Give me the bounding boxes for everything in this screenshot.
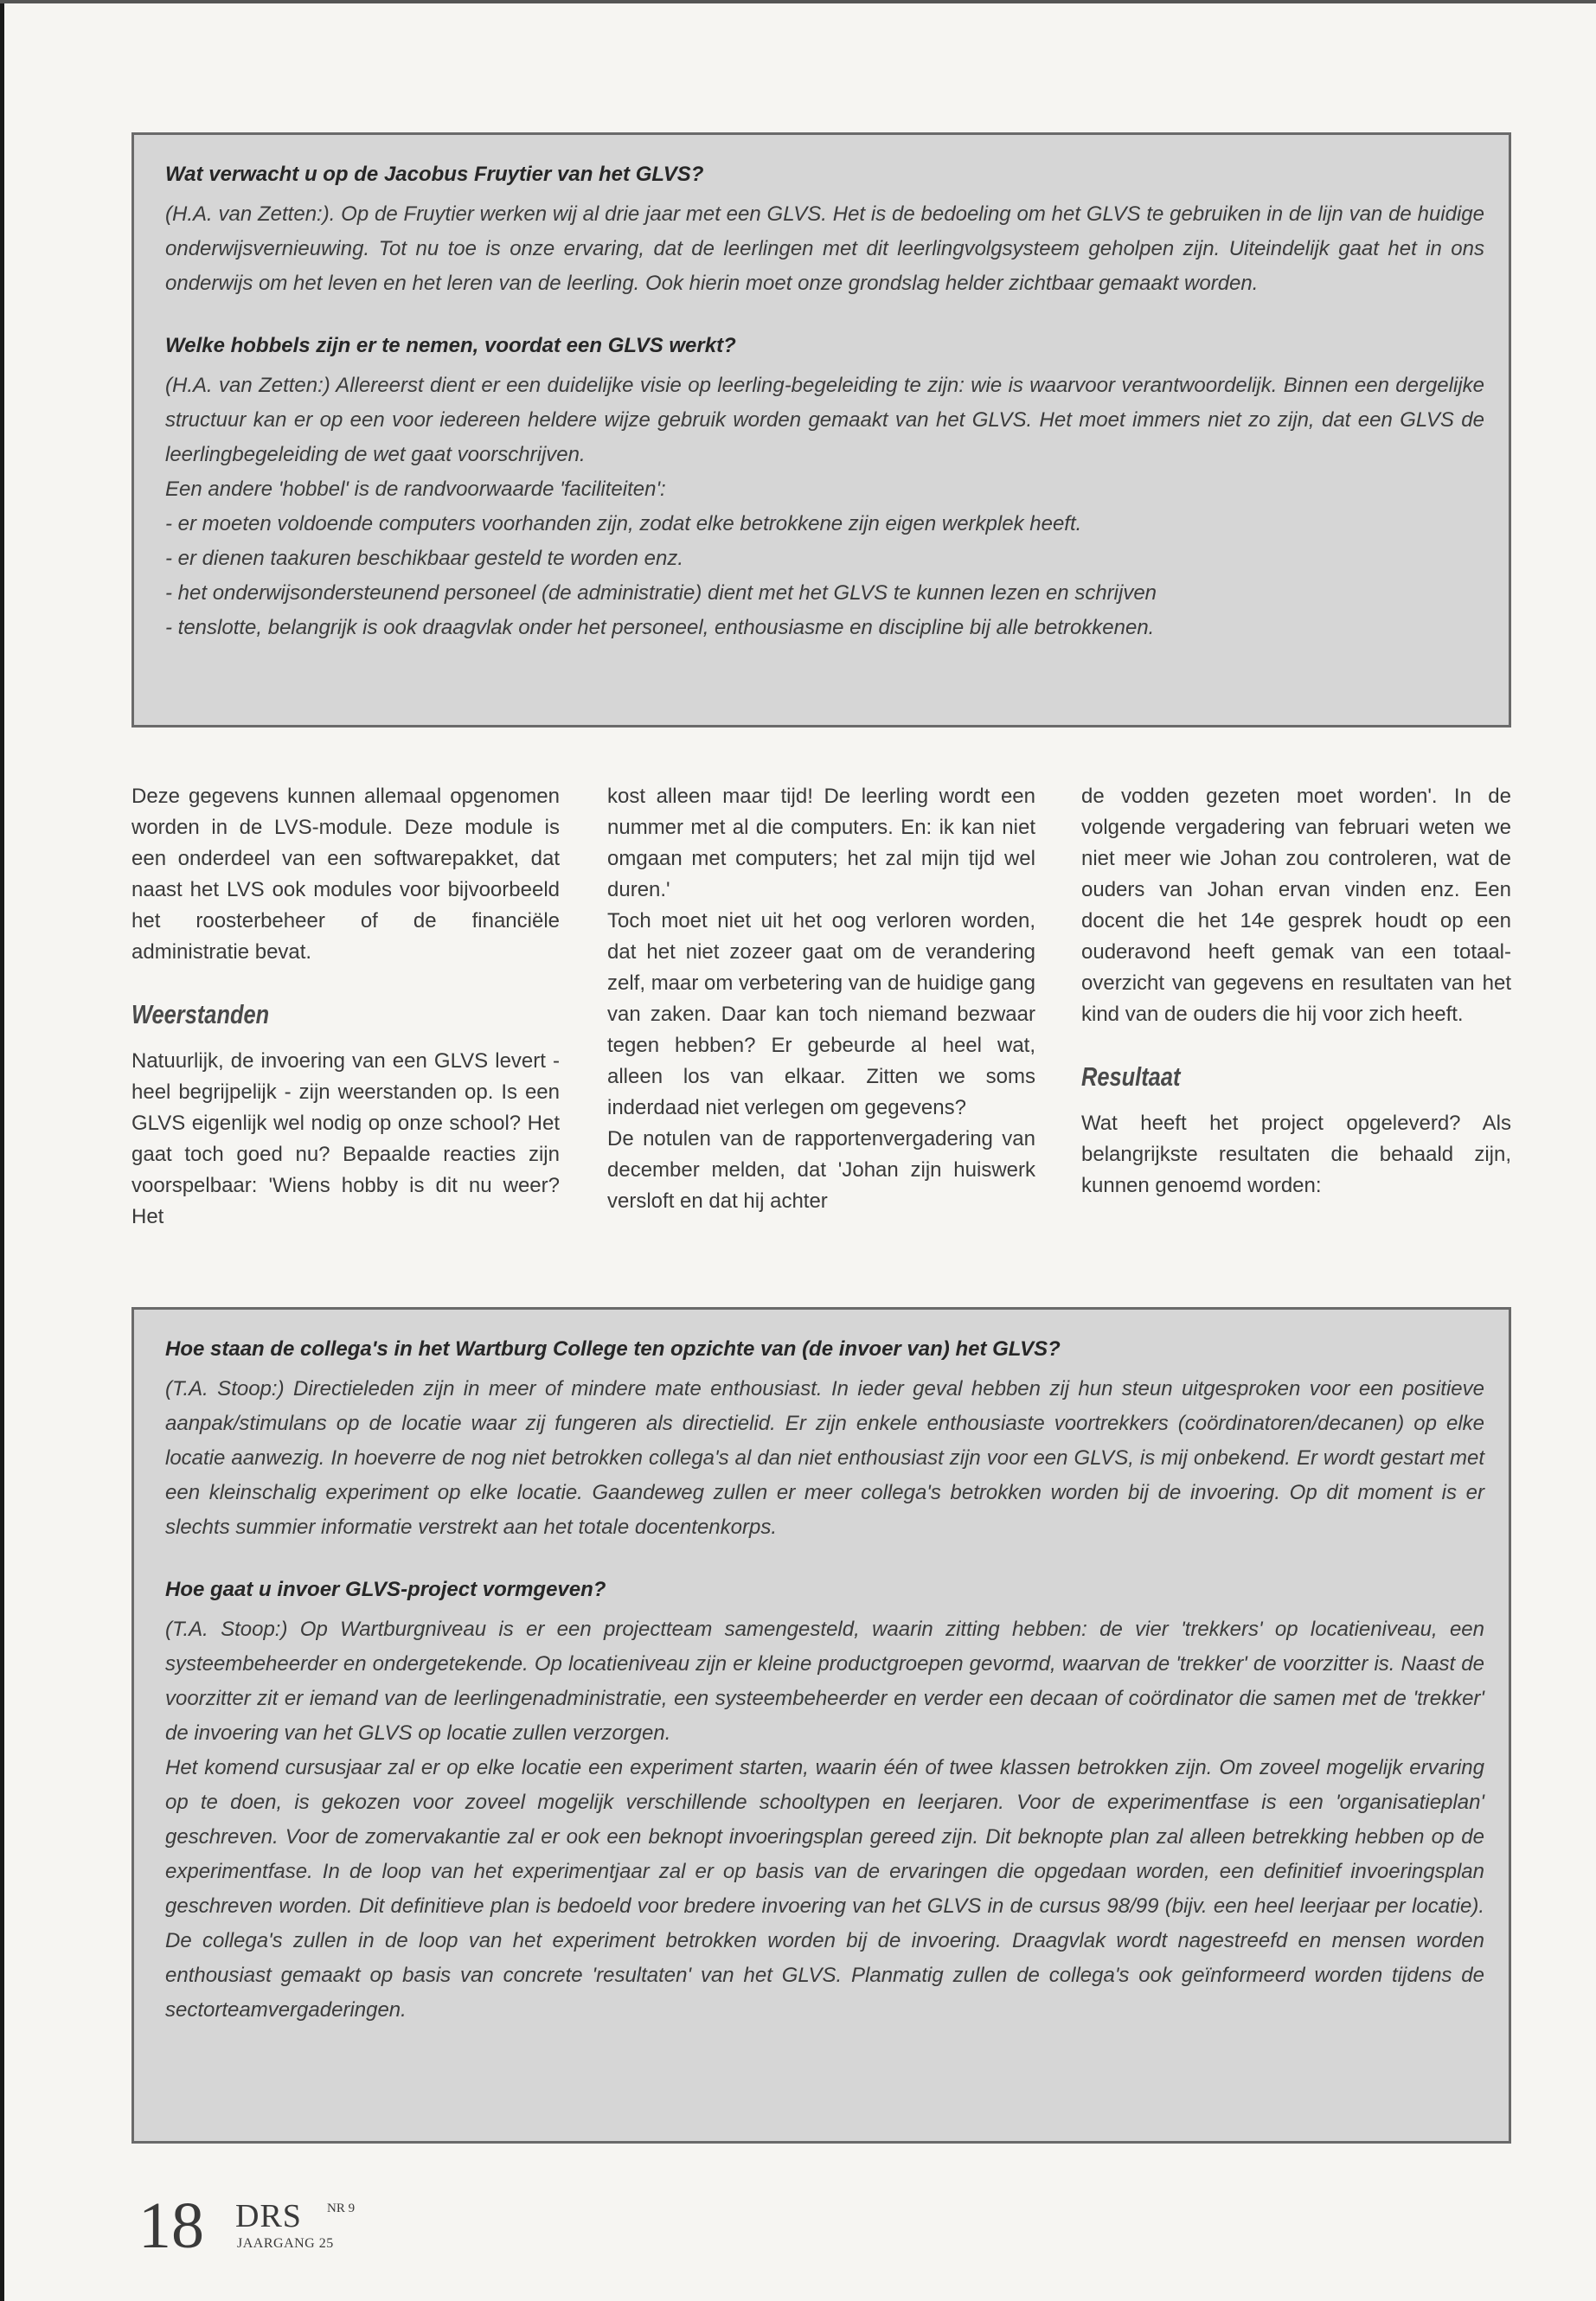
article-column-2 — [607, 781, 1035, 1217]
interview-question: Welke hobbels zijn er te nemen, voordat een GLVS werkt? — [165, 334, 736, 357]
page-number: 18 — [138, 2189, 204, 2262]
paragraph: De notulen van de rapportenvergadering van december melden, dat 'Johan zijn huiswerk versloft en dat hij achter — [607, 1127, 1035, 1213]
interview-question: Hoe gaat u invoer GLVS-project vormgeven? — [165, 1578, 606, 1601]
paragraph: Deze gegevens kunnen allemaal opgenomen worden in de LVS-module. Deze module is een onderdeel van een softwarepakket, dat naast het LVS ook modules voor bijvoorbeeld het roosterbeheer of de financiële administratie bevat. — [131, 785, 560, 964]
interview-answer: (H.A. van Zetten:). Op de Fruytier werken wij al drie jaar met een GLVS. Het is de bedoeling om het GLVS te gebruiken in de lijn van de huidige onderwijsvernieuwing. Tot nu toe is onze ervaring, dat de leerlingen met dit leerlingvolgsysteem geholpen zijn. Uiteindelijk gaat het in ons onderwijs om het leven en het leren van de leerling. Ook hierin moet onze grondslag helder zichtbaar gemaakt worden. — [165, 202, 1484, 295]
volume-label: JAARGANG 25 — [237, 2236, 334, 2251]
list-item: - er dienen taakuren beschikbaar gesteld te worden enz. — [165, 547, 684, 570]
page-top-edge — [0, 0, 1596, 3]
page-binding-edge — [0, 0, 4, 2301]
paragraph: de vodden gezeten moet worden'. In de volgende vergadering van februari weten we niet meer wie Johan zou controleren, wat de ouders van Johan ervan vinden enz. Een docent die het 14e gesprek houdt op een ouderavond heeft gemak van een totaal-overzicht van gegevens en resultaten van het kind van de ouders die hij voor zich heeft. — [1081, 785, 1511, 1026]
interview-box-fruytier — [131, 132, 1511, 727]
paragraph: Toch moet niet uit het oog verloren worden, dat het niet zozeer gaat om de verandering zelf, maar om verbetering van de huidige gang van zaken. Daar kan toch niemand bezwaar tegen hebben? Er gebeurde al heel wat, alleen los van elkaar. Zitten we soms inderdaad niet verlegen om gegevens? — [607, 909, 1035, 1119]
paragraph: kost alleen maar tijd! De leerling wordt een nummer met al die computers. En: ik kan niet omgaan met computers; het zal mijn tijd wel duren.' — [607, 785, 1035, 901]
article-column-1 — [131, 781, 560, 1233]
interview-question: Wat verwacht u op de Jacobus Fruytier van het GLVS? — [165, 163, 704, 186]
article-column-3 — [1081, 781, 1511, 1202]
paragraph: Wat heeft het project opgeleverd? Als belangrijkste resultaten die behaald zijn, kunnen genoemd worden: — [1081, 1112, 1511, 1197]
interview-question: Hoe staan de collega's in het Wartburg College ten opzichte van (de invoer van) het GLVS? — [165, 1337, 1061, 1361]
interview-answer-intro: Een andere 'hobbel' is de randvoorwaarde 'faciliteiten': — [165, 478, 666, 501]
paragraph: Natuurlijk, de invoering van een GLVS levert - heel begrijpelijk - zijn weerstanden op. Is een GLVS eigenlijk wel nodig op onze school? Het gaat toch goed nu? Bepaalde reacties zijn voorspelbaar: 'Wiens hobby is dit nu weer? Het — [131, 1049, 560, 1228]
interview-answer: (T.A. Stoop:) Directieleden zijn in meer of mindere mate enthousiast. In ieder geval hebben zij hun steun uitgesproken voor een positieve aanpak/stimulans op de locatie waar zij fungeren als directielid. Er zijn enkele enthousiaste voortrekkers (coördinatoren/decanen) op elke locatie aanwezig. In hoeverre de nog niet betrokken collega's al dan niet enthousiast zijn voor een GLVS, is mij onbekend. Er wordt gestart met een kleinschalig experiment op elke locatie. Gaandeweg zullen er meer collega's betrokken worden bij de invoering. Op dit moment is er slechts summier informatie verstrekt aan het totale docentenkorps. — [165, 1377, 1484, 1539]
section-heading-resultaat: Resultaat — [1081, 1061, 1181, 1092]
interview-answer: (H.A. van Zetten:) Allereerst dient er een duidelijke visie op leerling-begeleiding te zijn: wie is waarvoor verantwoordelijk. Binnen een dergelijke structuur kan er op een voor iedereen heldere wijze gebruik worden gemaakt van het GLVS. Het moet immers niet zo zijn, dat een GLVS de leerlingbegeleiding de wet gaat voorschrijven. — [165, 374, 1484, 466]
issue-number: NR 9 — [327, 2202, 356, 2215]
magazine-name: DRS — [235, 2198, 302, 2234]
list-item: - tenslotte, belangrijk is ook draagvlak onder het personeel, enthousiasme en discipline bij alle betrokkenen. — [165, 616, 1155, 639]
list-item: - het onderwijsondersteunend personeel (de administratie) dient met het GLVS te kunnen lezen en schrijven — [165, 581, 1157, 605]
interview-answer: Het komend cursusjaar zal er op elke locatie een experiment starten, waarin één of twee klassen betrokken zijn. Om zoveel mogelijk ervaring op te doen, is gekozen voor zoveel mogelijk verschillende schooltypen en leerjaren. Voor de experimentfase is een 'organisatieplan' geschreven. Voor de zomervakantie zal er ook een beknopt invoeringsplan gereed zijn. Dit beknopte plan zal alleen betrekking hebben op de experimentfase. In de loop van het experimentjaar zal er op basis van de ervaringen die opgedaan worden, een definitief invoeringsplan geschreven worden. Dit definitieve plan is bedoeld voor bredere invoering van het GLVS in de cursus 98/99 (bijv. een heel leerjaar per locatie). De collega's zullen in de loop van het experiment betrokken worden bij de invoering. Draagvlak wordt nagestreefd en mensen worden enthousiast gemaakt op basis van concrete 'resultaten' van het GLVS. Planmatig zullen de collega's ook geïnformeerd worden tijdens de sectorteamvergaderingen. — [165, 1756, 1484, 2022]
section-heading-weerstanden: Weerstanden — [131, 999, 270, 1029]
list-item: - er moeten voldoende computers voorhanden zijn, zodat elke betrokkene zijn eigen werkplek heeft. — [165, 512, 1082, 535]
interview-answer: (T.A. Stoop:) Op Wartburgniveau is er een projectteam samengesteld, waarin zitting hebben: de vier 'trekkers' op locatieniveau, een systeembeheerder en ondergetekende. Op locatieniveau zijn er kleine productgroepen gevormd, waarvan de 'trekker' de voorzitter is. Naast de voorzitter zit er iemand van de leerlingenadministratie, een systeembeheerder en verder een decaan of coördinator die samen met de 'trekker' de invoering van het GLVS op locatie zullen verzorgen. — [165, 1618, 1484, 1745]
interview-box-wartburg — [131, 1307, 1511, 2144]
